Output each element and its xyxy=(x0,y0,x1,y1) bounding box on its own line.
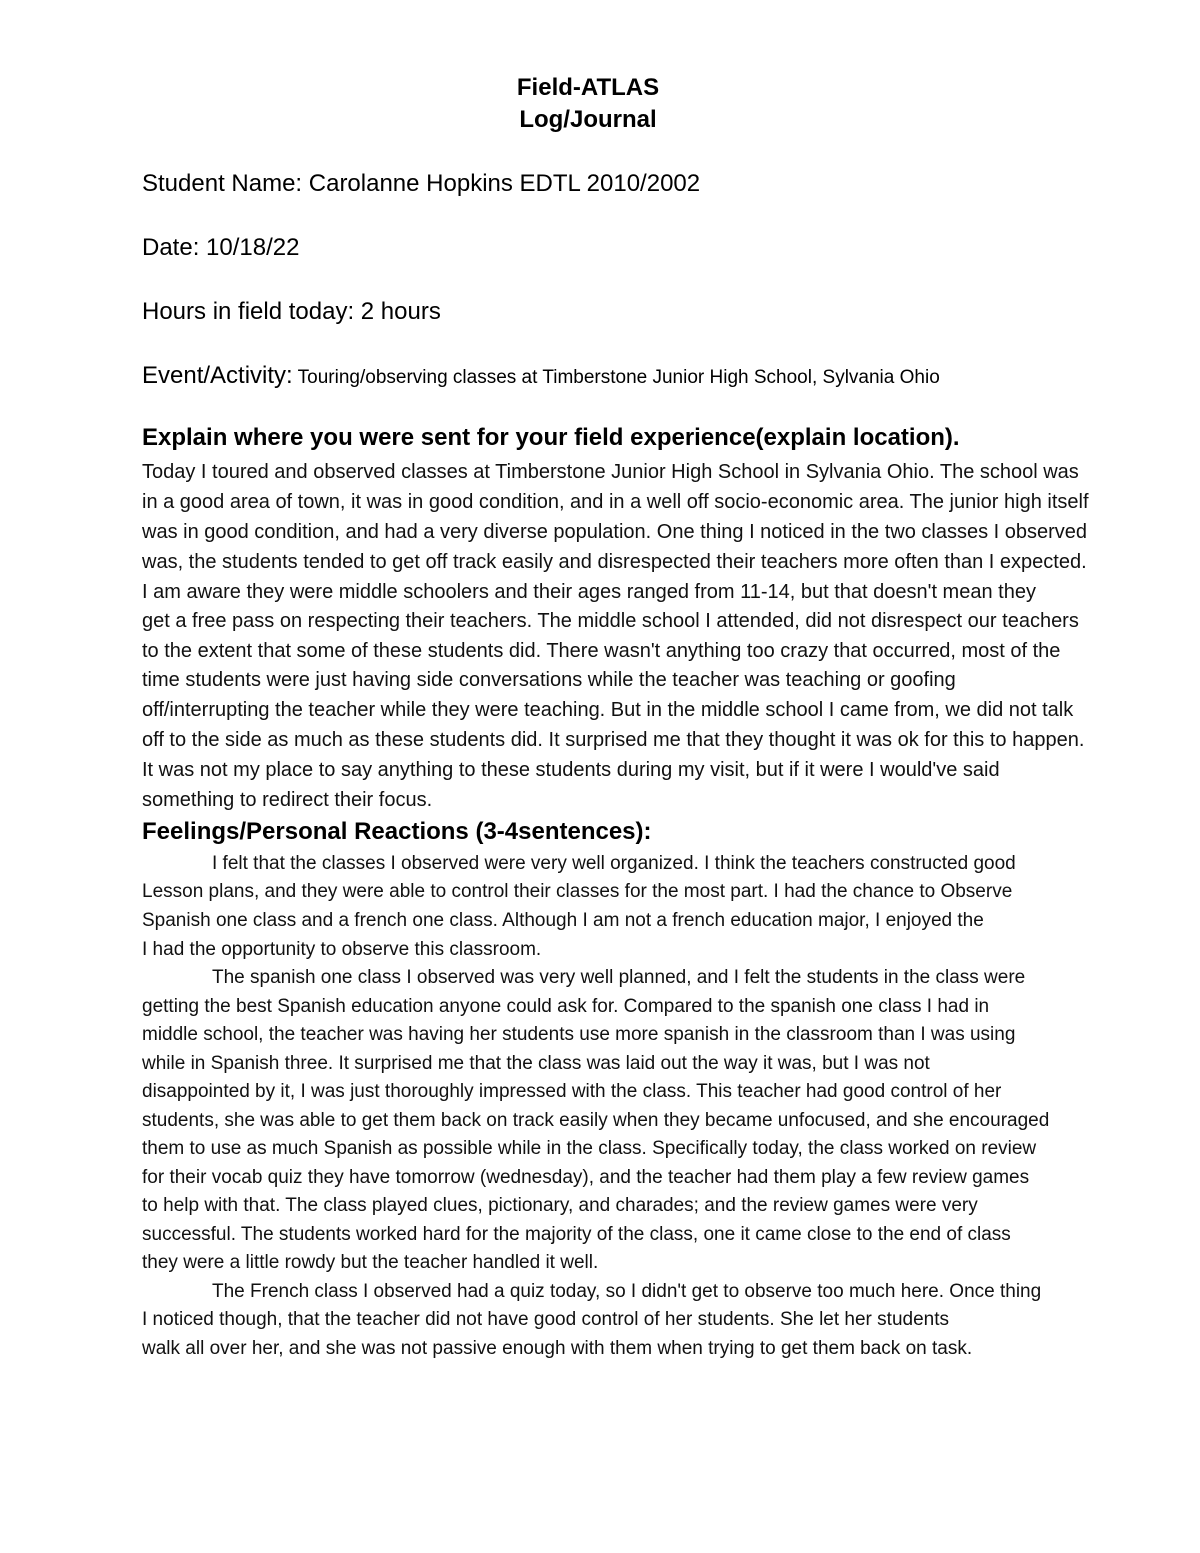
event-activity-value: Touring/observing classes at Timberstone Junior High School, Sylvania Ohio xyxy=(292,367,940,388)
paragraph-line: while in Spanish three. It surprised me that the class was laid out the way it was, but I was not xyxy=(142,1053,930,1074)
hours-field: Hours in field today: 2 hours xyxy=(142,298,441,325)
paragraph-line: getting the best Spanish education anyone could ask for. Compared to the spanish one class I had in xyxy=(142,996,990,1017)
student-name-field: Student Name: Carolanne Hopkins EDTL 2010/2002 xyxy=(142,170,701,197)
section-heading-location: Explain where you were sent for your field experience(explain location). xyxy=(142,424,960,451)
paragraph-line: walk all over her, and she was not passive enough with them when trying to get them back on task. xyxy=(142,1338,973,1359)
date-field: Date: 10/18/22 xyxy=(142,234,300,261)
paragraph-line: students, she was able to get them back on track easily when they became unfocused, and she encouraged xyxy=(142,1110,1050,1131)
paragraph-line: to help with that. The class played clues, pictionary, and charades; and the review games were very xyxy=(142,1195,978,1216)
event-activity-field xyxy=(142,361,940,393)
paragraph-line: time students were just having side conversations while the teacher was teaching or goofing xyxy=(142,669,956,691)
paragraph-line: successful. The students worked hard for the majority of the class, one it came close to the end of class xyxy=(142,1224,1011,1245)
paragraph-line: off to the side as much as these students did. It surprised me that they thought it was ok for this to happen. xyxy=(142,729,1085,751)
paragraph-line: middle school, the teacher was having her students use more spanish in the classroom than I was using xyxy=(142,1024,1016,1045)
paragraph-line: for their vocab quiz they have tomorrow (wednesday), and the teacher had them play a few review games xyxy=(142,1167,1030,1188)
paragraph-line: them to use as much Spanish as possible while in the class. Specifically today, the class worked on review xyxy=(142,1138,1037,1159)
paragraph-line: Lesson plans, and they were able to control their classes for the most part. I had the chance to Observe xyxy=(142,881,1013,902)
paragraph-line: to the extent that some of these students did. There wasn't anything too crazy that occurred, most of the xyxy=(142,640,1061,662)
paragraph-line: I am aware they were middle schoolers and their ages ranged from 11-14, but that doesn't mean they xyxy=(142,581,1036,603)
paragraph-line: something to redirect their focus. xyxy=(142,789,433,811)
paragraph-line: Today I toured and observed classes at Timberstone Junior High School in Sylvania Ohio. The school was xyxy=(142,461,1079,483)
paragraph-line: Spanish one class and a french one class. Although I am not a french education major, I enjoyed the xyxy=(142,910,984,931)
document-title: Field-ATLAS xyxy=(516,74,660,101)
paragraph-line: The French class I observed had a quiz today, so I didn't get to observe too much here. Once thing xyxy=(212,1281,1042,1302)
paragraph-line: was in good condition, and had a very diverse population. One thing I noticed in the two classes I observed xyxy=(142,521,1088,543)
section-heading-feelings: Feelings/Personal Reactions (3-4sentences): xyxy=(142,818,652,845)
paragraph-line: It was not my place to say anything to these students during my visit, but if it were I would've said xyxy=(142,759,1000,781)
paragraph-line: I had the opportunity to observe this classroom. xyxy=(142,939,542,960)
paragraph-line: disappointed by it, I was just thoroughly impressed with the class. This teacher had good control of her xyxy=(142,1081,1002,1102)
event-activity-label: Event/Activity: xyxy=(142,362,293,389)
paragraph-line: was, the students tended to get off track easily and disrespected their teachers more often than I expected. xyxy=(142,551,1087,573)
paragraph-line: get a free pass on respecting their teachers. The middle school I attended, did not disrespect our teachers xyxy=(142,610,1079,632)
paragraph-line: I felt that the classes I observed were very well organized. I think the teachers constructed good xyxy=(212,853,1016,874)
paragraph-line: off/interrupting the teacher while they were teaching. But in the middle school I came from, we did not talk xyxy=(142,699,1074,721)
paragraph-line: in a good area of town, it was in good condition, and in a well off socio-economic area. The junior high itself xyxy=(142,491,1089,513)
paragraph-line: I noticed though, that the teacher did not have good control of her students. She let her students xyxy=(142,1309,949,1330)
paragraph-line: The spanish one class I observed was very well planned, and I felt the students in the class were xyxy=(212,967,1026,988)
document-subtitle: Log/Journal xyxy=(519,106,657,133)
paragraph-line: they were a little rowdy but the teacher handled it well. xyxy=(142,1252,599,1273)
